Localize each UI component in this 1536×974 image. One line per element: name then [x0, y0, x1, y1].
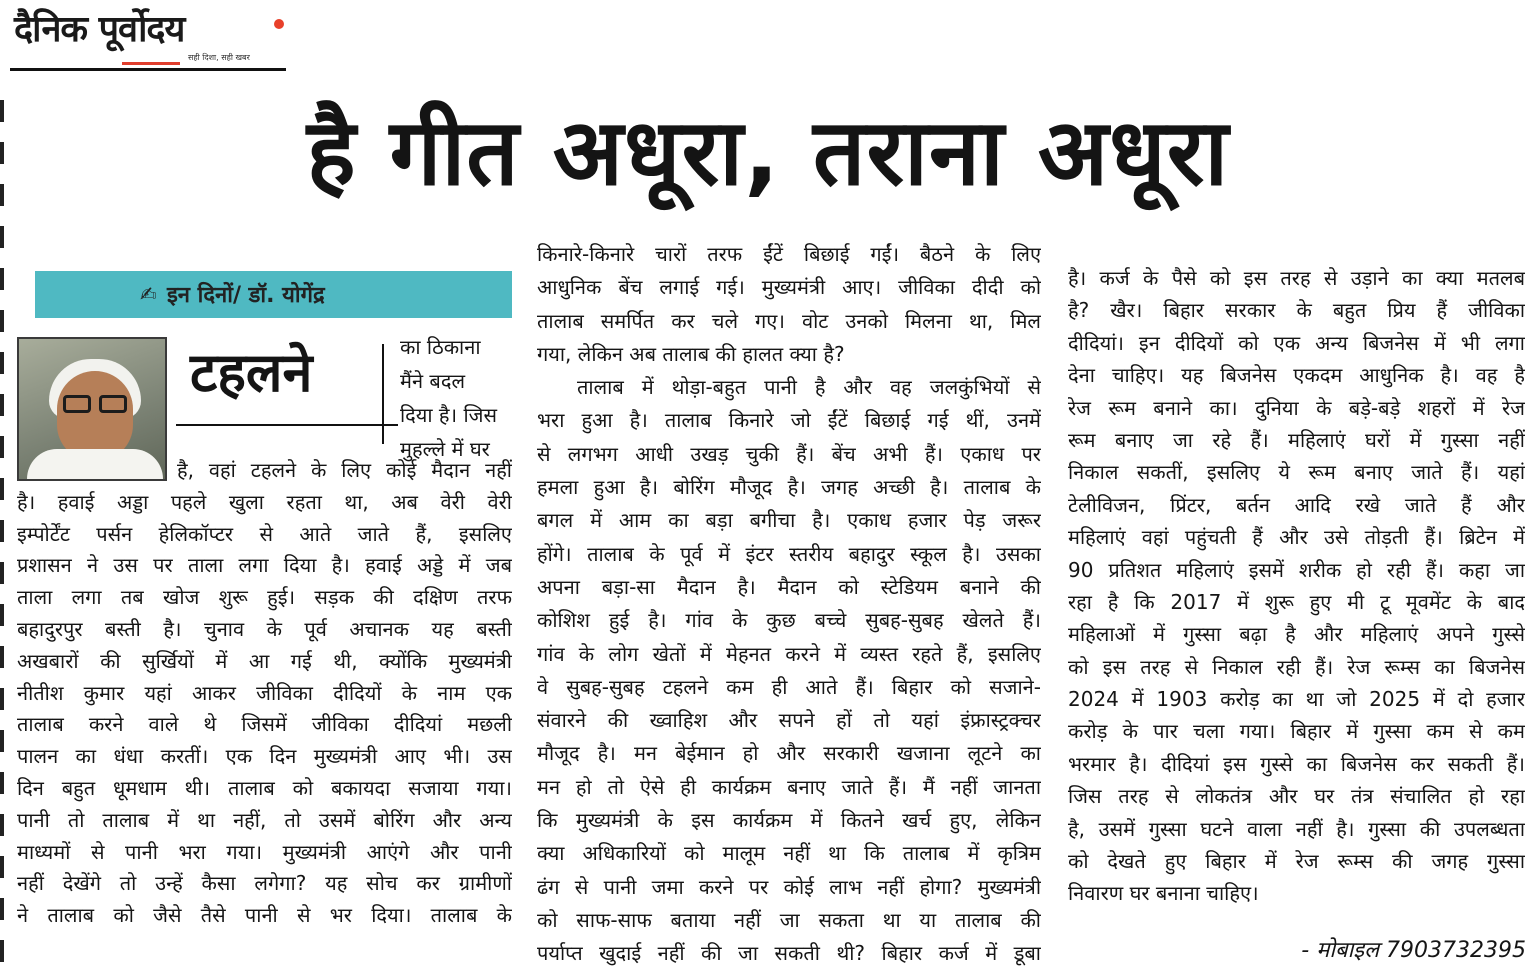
- text-line: को इस तरह से निकाल रही हैं। रेज रूम्स का बिजनेस: [1068, 654, 1525, 679]
- drop-word: टहलने: [190, 341, 313, 404]
- text-line: आधुनिक बेंच लगाई गई। मुख्यमंत्री आए। जीविका दीदी को: [537, 275, 1041, 300]
- text-line: नहीं देखेंगे तो उन्हें कैसा लगेगा? यह सोच कर ग्रामीणों: [17, 871, 512, 896]
- text-line: किनारे-किनारे चारों तरफ ईंटें बिछाई गईं। बैठने के लिए: [537, 242, 1041, 266]
- text-line: मुहल्ले में घर: [400, 437, 490, 461]
- text-line: तालाब समर्पित कर चले गए। वोट उनको मिलना था, मिल: [537, 308, 1041, 333]
- text-line: गया, लेकिन अब तालाब की हालत क्या है?: [537, 341, 845, 366]
- masthead-red-bar: [122, 62, 180, 65]
- text-line: रूम बनाए जा रहे हैं। महिलाएं घरों में गुस्सा नहीं: [1068, 427, 1525, 452]
- text-line: दीदियां। इन दीदियों को एक अन्य बिजनेस में भी लगा: [1068, 330, 1525, 355]
- text-line: 2024 में 1903 करोड़ का था जो 2025 में दो हजार: [1068, 687, 1525, 712]
- text-line: प्रशासन ने उस पर ताला लगा दिया है। हवाई अड्डे में जब: [17, 553, 512, 578]
- text-line: मैंने बदल: [400, 369, 466, 393]
- text-line: रेज रूम बनाने का। दुनिया के बड़े-बड़े शहरों में रेज: [1068, 395, 1525, 420]
- article-column-1: [17, 455, 512, 932]
- text-line: है, वहां टहलने के लिए कोई मैदान नहीं: [177, 458, 512, 482]
- text-line: दिन बहुत धूमधाम थी। तालाब को बकायदा सजाया गया।: [17, 775, 512, 800]
- text-line: ढंग से पानी जमा करने पर कोई लाभ नहीं होगा? मुख्यमंत्री: [537, 874, 1041, 899]
- text-line: महिलाएं वहां पहुंचती हैं और उसे तोड़ती हैं। ब्रिटेन में: [1068, 525, 1525, 550]
- text-line: होंगे। तालाब के पूर्व में इंटर स्तरीय बहादुर स्कूल है। उसका: [537, 541, 1041, 566]
- text-line: करोड़ के पार चला गया। बिहार में गुस्सा कम से कम: [1068, 719, 1525, 744]
- text-line: निवारण घर बनाना चाहिए।: [1068, 881, 1259, 906]
- text-line: कोशिश हुई है। गांव के कुछ बच्चे सुबह-सुबह खेलते हैं।: [537, 608, 1041, 633]
- text-line: रहा है कि 2017 में शुरू हुए मी टू मूवमेंट के बाद: [1068, 589, 1525, 614]
- article-headline: है गीत अधूरा, तराना अधूरा: [306, 99, 1230, 206]
- text-line: का ठिकाना: [400, 335, 481, 359]
- text-line: ने तालाब को जैसे तैसे पानी से भर दिया। तालाब के: [17, 903, 512, 928]
- newspaper-tagline: सही दिशा, सही खबर: [188, 53, 250, 62]
- text-line: जिस तरह से लोकतंत्र और घर तंत्र संचालित हो रहा: [1068, 784, 1525, 809]
- text-line: हमला हुआ है। बोरिंग मौजूद है। जगह अच्छी है। तालाब के: [537, 475, 1041, 500]
- text-line: बहादुरपुर बस्ती है। चुनाव के पूर्व अचानक यह बस्ती: [17, 616, 512, 641]
- text-line: टेलीविजन, प्रिंटर, बर्तन आदि रखे जाते हैं और: [1068, 492, 1525, 517]
- text-line: को साफ-साफ बताया नहीं जा सकता था या तालाब की: [537, 907, 1041, 932]
- text-line: मौजूद है। मन बेईमान हो और सरकारी खजाना लूटने का: [537, 741, 1041, 766]
- text-line: निकाल सकतीं, इसलिए ये रूम बनाए जाते हैं। यहां: [1068, 460, 1525, 485]
- article-column-3: [1068, 262, 1525, 910]
- text-line: दिया है। जिस: [400, 403, 498, 427]
- text-line: पालन का धंधा करतीं। एक दिन मुख्यमंत्री आए भी। उस: [17, 744, 512, 769]
- text-line: पानी तो तालाब में था नहीं, तो उसमें बोरिंग और अन्य: [17, 807, 512, 832]
- masthead-dot-icon: [274, 19, 284, 29]
- text-line: क्या अधिकारियों को मालूम नहीं था कि तालाब में कृत्रिम: [537, 841, 1041, 866]
- text-line: है? खैर। बिहार सरकार के बहुत प्रिय हैं जीविका: [1068, 298, 1525, 323]
- text-line: महिलाओं में गुस्सा बढ़ा है और महिलाएं अपने गुस्से: [1068, 622, 1525, 647]
- text-line: है। कर्ज के पैसे को इस तरह से उड़ाने का क्या मतलब: [1068, 266, 1525, 290]
- intro-wrap-text: [400, 330, 512, 466]
- article-column-2: [537, 238, 1041, 971]
- text-line: संवारने की ख्वाहिश और सपने हों तो यहां इंफ्रास्ट्रक्चर: [537, 708, 1041, 733]
- drop-word-vertical-rule: [382, 344, 384, 444]
- text-line: से लगभग आधी उखड़ चुकी हैं। बेंच अभी हैं। एकाध पर: [537, 441, 1041, 466]
- byline-bar: [35, 271, 512, 318]
- text-line: नीतीश कुमार यहां आकर जीविका दीदियों के नाम एक: [17, 680, 512, 705]
- text-line: कि मुख्यमंत्री के इस कार्यक्रम में कितने खर्च हुए, लेकिन: [537, 808, 1041, 833]
- text-line: है, उसमें गुस्सा घटने वाला नहीं है। गुस्सा की उपलब्धता: [1068, 816, 1525, 841]
- drop-word-horizontal-rule: [176, 424, 398, 426]
- masthead-rule: [10, 68, 286, 71]
- text-line: इम्पोर्टेंट पर्सन हेलिकॉप्टर से आते जाते हैं, इसलिए: [17, 521, 512, 546]
- text-line: पर्याप्त खुदाई नहीं की जा सकती थी? बिहार कर्ज में डूबा: [537, 941, 1041, 966]
- byline-text: इन दिनों/ डॉ. योगेंद्र: [167, 283, 325, 308]
- pen-icon: ✍: [140, 282, 157, 306]
- text-line: तालाब में थोड़ा-बहुत पानी है और वह जलकुंभियों से: [577, 375, 1041, 400]
- text-line: है। हवाई अड्डा पहले खुला रहता था, अब वेरी वेरी: [17, 489, 512, 514]
- text-line: 90 प्रतिशत महिलाएं इसमें शरीक हो रही हैं। कहा जा: [1068, 557, 1525, 582]
- text-line: अपना बड़ा-सा मैदान है। मैदान को स्टेडियम बनाने की: [537, 574, 1041, 599]
- text-line: ताला लगा तब खोज शुरू हुई। सड़क की दक्षिण तरफ: [17, 585, 512, 610]
- newspaper-name: दैनिक पूर्वोदय: [14, 9, 185, 50]
- text-line: भरमार है। दीदियां इस गुस्से का बिजनेस कर सकती हैं।: [1068, 751, 1525, 776]
- text-line: मन हो तो ऐसे ही कार्यक्रम बनाए जाते हैं। मैं नहीं जानता: [537, 774, 1041, 799]
- text-line: तालाब करने वाले थे जिसमें जीविका दीदियां मछली: [17, 712, 512, 737]
- masthead: [10, 6, 286, 72]
- text-line: वे सुबह-सुबह टहलने कम ही आते हैं। बिहार को सजाने-: [537, 674, 1041, 699]
- text-line: को देखते हुए बिहार में रेज रूम्स की जगह गुस्सा: [1068, 849, 1525, 874]
- text-line: माध्यमों से पानी भरा गया। मुख्यमंत्री आएंगे और पानी: [17, 839, 512, 864]
- page-edge-marks: [0, 100, 4, 974]
- author-mobile-number: - मोबाइल 7903732395: [1301, 938, 1526, 963]
- text-line: बगल में आम का बड़ा बगीचा है। एकाध हजार पेड़ जरूर: [537, 508, 1041, 533]
- glasses-icon: [63, 395, 91, 413]
- text-line: भरा हुआ है। तालाब किनारे जो ईंटें बिछाई गई थीं, उनमें: [537, 408, 1041, 433]
- text-line: अखबारों की सुर्खियों में आ गई थी, क्योंकि मुख्यमंत्री: [17, 648, 512, 673]
- text-line: गांव के लोग खेतों में मेहनत करने में व्यस्त रहते हैं, इसलिए: [537, 641, 1041, 666]
- text-line: देना चाहिए। यह बिजनेस एकदम आधुनिक है। वह है: [1068, 363, 1525, 388]
